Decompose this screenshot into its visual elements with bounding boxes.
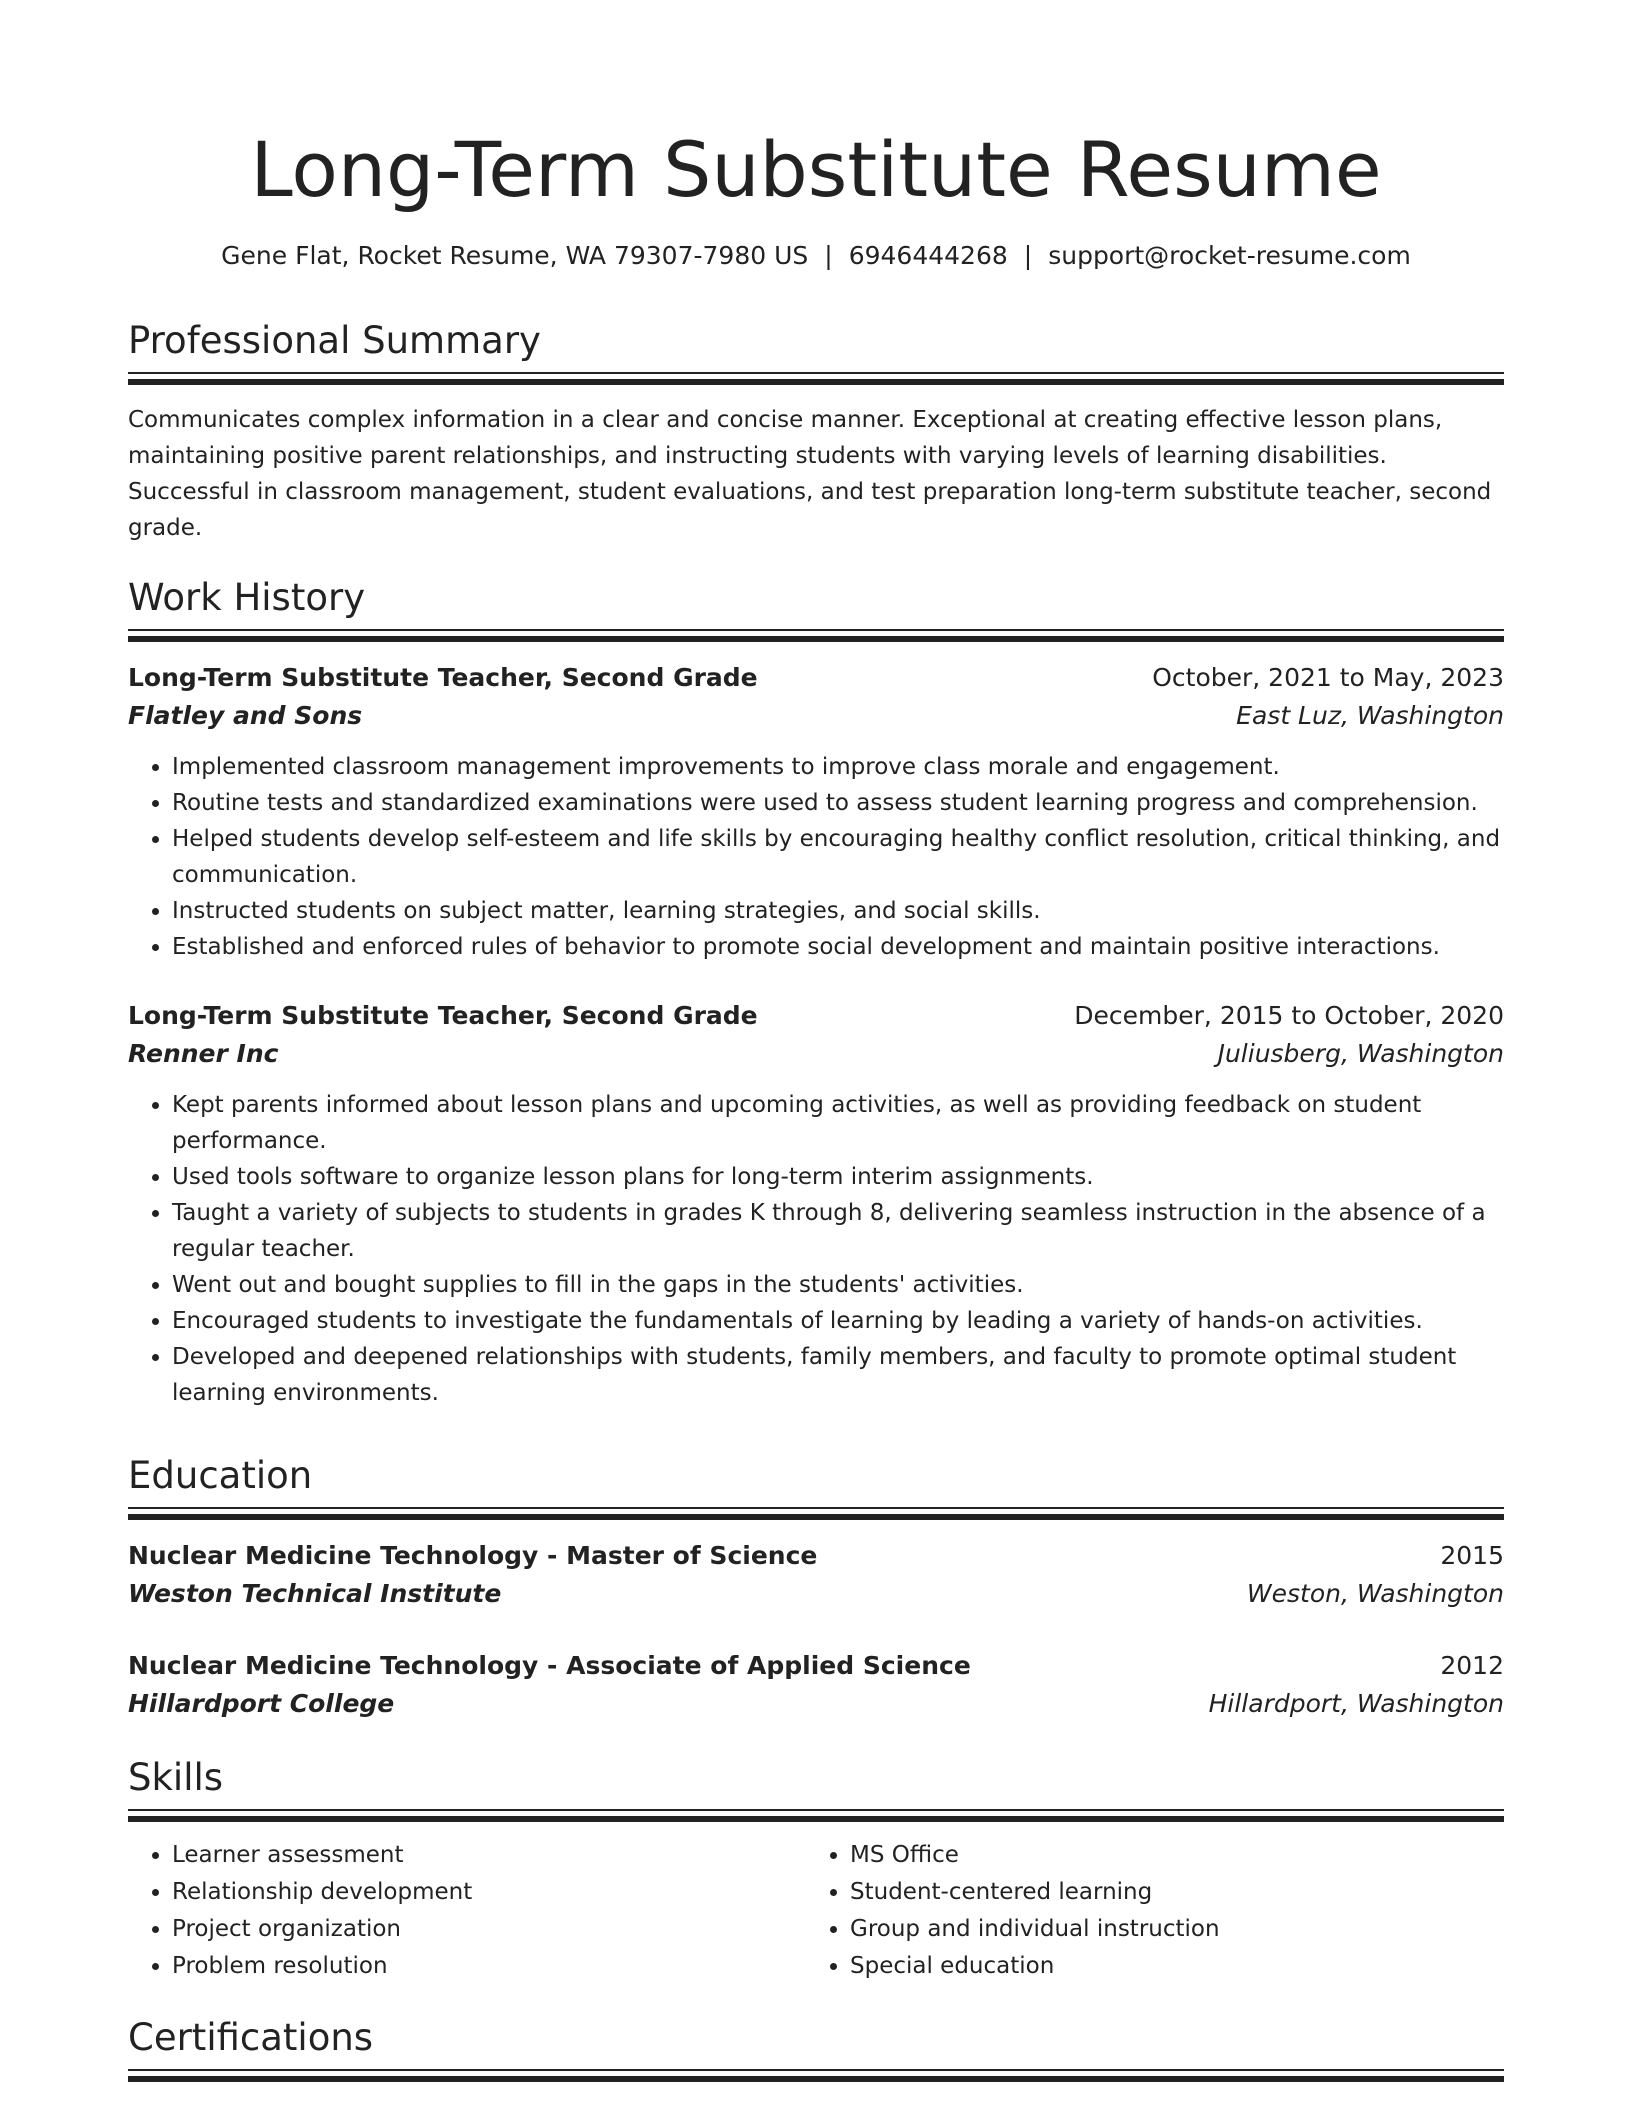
list-item: • Special education xyxy=(850,1948,1484,1985)
education-location: Weston, Washington xyxy=(1246,1579,1504,1608)
list-item: • Relationship development xyxy=(172,1874,806,1911)
contact-separator: | xyxy=(824,241,833,270)
contact-separator: | xyxy=(1023,241,1033,270)
list-item: • Developed and deepened relationships with students, family members, and faculty to promote optimal student learning environments. xyxy=(172,1339,1504,1411)
contact-phone: 6946444268 xyxy=(848,241,1008,270)
job-dates: October, 2021 to May, 2023 xyxy=(1152,663,1504,692)
contact-address: Gene Flat, Rocket Resume, WA 79307-7980 US xyxy=(221,241,809,270)
list-item: • Learner assessment xyxy=(172,1837,806,1874)
list-item: • Project organization xyxy=(172,1911,806,1948)
list-item: • Encouraged students to investigate the fundamentals of learning by leading a variety of hands-on activities. xyxy=(172,1303,1504,1339)
summary-heading: Professional Summary xyxy=(128,319,541,362)
education-year: 2012 xyxy=(1440,1651,1504,1680)
job-bullets xyxy=(128,1087,1504,1411)
job-entry xyxy=(128,659,1504,965)
skills-section xyxy=(128,1753,1504,1985)
summary-section xyxy=(128,316,1504,546)
job-dates: December, 2015 to October, 2020 xyxy=(1074,1001,1504,1030)
work-section xyxy=(128,573,1504,1411)
section-divider xyxy=(128,1809,1504,1823)
list-item: • MS Office xyxy=(850,1837,1484,1874)
list-item: • Kept parents informed about lesson plans and upcoming activities, as well as providing feedback on student performance. xyxy=(172,1087,1504,1159)
skills-columns xyxy=(128,1837,1504,1985)
summary-text: Communicates complex information in a clear and concise manner. Exceptional at creating effective lesson plans, maintaining positive parent relationships, and instructing students with varying levels of learning disabilities. Successful in classroom management, student evaluations, and test preparation long-term substitute teacher, second grade. xyxy=(128,407,1492,541)
certifications-section xyxy=(128,2013,1504,2083)
section-divider xyxy=(128,372,1504,386)
section-divider xyxy=(128,629,1504,643)
list-item: • Implemented classroom management improvements to improve class morale and engagement. xyxy=(172,749,1504,785)
list-item: • Taught a variety of subjects to students in grades K through 8, delivering seamless instruction in the absence of a regular teacher. xyxy=(172,1195,1504,1267)
education-year: 2015 xyxy=(1440,1541,1504,1570)
list-item: • Went out and bought supplies to fill in the gaps in the students' activities. xyxy=(172,1267,1504,1303)
work-heading: Work History xyxy=(128,576,366,619)
job-bullets xyxy=(128,749,1504,965)
education-degree: Nuclear Medicine Technology - Associate of Applied Science xyxy=(128,1651,971,1680)
list-item: • Group and individual instruction xyxy=(850,1911,1484,1948)
job-title: Long-Term Substitute Teacher, Second Grade xyxy=(128,663,758,692)
job-entry xyxy=(128,997,1504,1411)
skills-list-right xyxy=(806,1837,1484,1985)
job-location: Juliusberg, Washington xyxy=(1217,1039,1504,1068)
list-item: • Instructed students on subject matter, learning strategies, and social skills. xyxy=(172,893,1504,929)
list-item: • Routine tests and standardized examinations were used to assess student learning progress and comprehension. xyxy=(172,785,1504,821)
resume-title: Long-Term Substitute Resume xyxy=(250,125,1382,214)
education-entry xyxy=(128,1647,1504,1723)
section-divider xyxy=(128,1507,1504,1521)
skills-list-left xyxy=(128,1837,806,1985)
skills-heading: Skills xyxy=(128,1756,224,1799)
list-item: • Helped students develop self-esteem and life skills by encouraging healthy conflict resolution, critical thinking, and communication. xyxy=(172,821,1504,893)
job-title: Long-Term Substitute Teacher, Second Grade xyxy=(128,1001,758,1030)
job-location: East Luz, Washington xyxy=(1236,701,1504,730)
education-heading: Education xyxy=(128,1454,313,1497)
section-divider xyxy=(128,2069,1504,2083)
list-item: • Student-centered learning xyxy=(850,1874,1484,1911)
list-item: • Used tools software to organize lesson plans for long-term interim assignments. xyxy=(172,1159,1504,1195)
education-degree: Nuclear Medicine Technology - Master of Science xyxy=(128,1541,818,1570)
job-company: Flatley and Sons xyxy=(128,701,363,730)
education-section xyxy=(128,1451,1504,1723)
contact-email: support@rocket-resume.com xyxy=(1048,241,1411,270)
education-location: Hillardport, Washington xyxy=(1208,1689,1504,1718)
list-item: • Problem resolution xyxy=(172,1948,806,1985)
education-school: Hillardport College xyxy=(128,1689,395,1718)
education-school: Weston Technical Institute xyxy=(128,1579,502,1608)
contact-line xyxy=(128,238,1504,274)
education-entry xyxy=(128,1537,1504,1613)
certifications-heading: Certifications xyxy=(128,2016,374,2059)
list-item: • Established and enforced rules of behavior to promote social development and maintain positive interactions. xyxy=(172,929,1504,965)
job-company: Renner Inc xyxy=(128,1039,279,1068)
